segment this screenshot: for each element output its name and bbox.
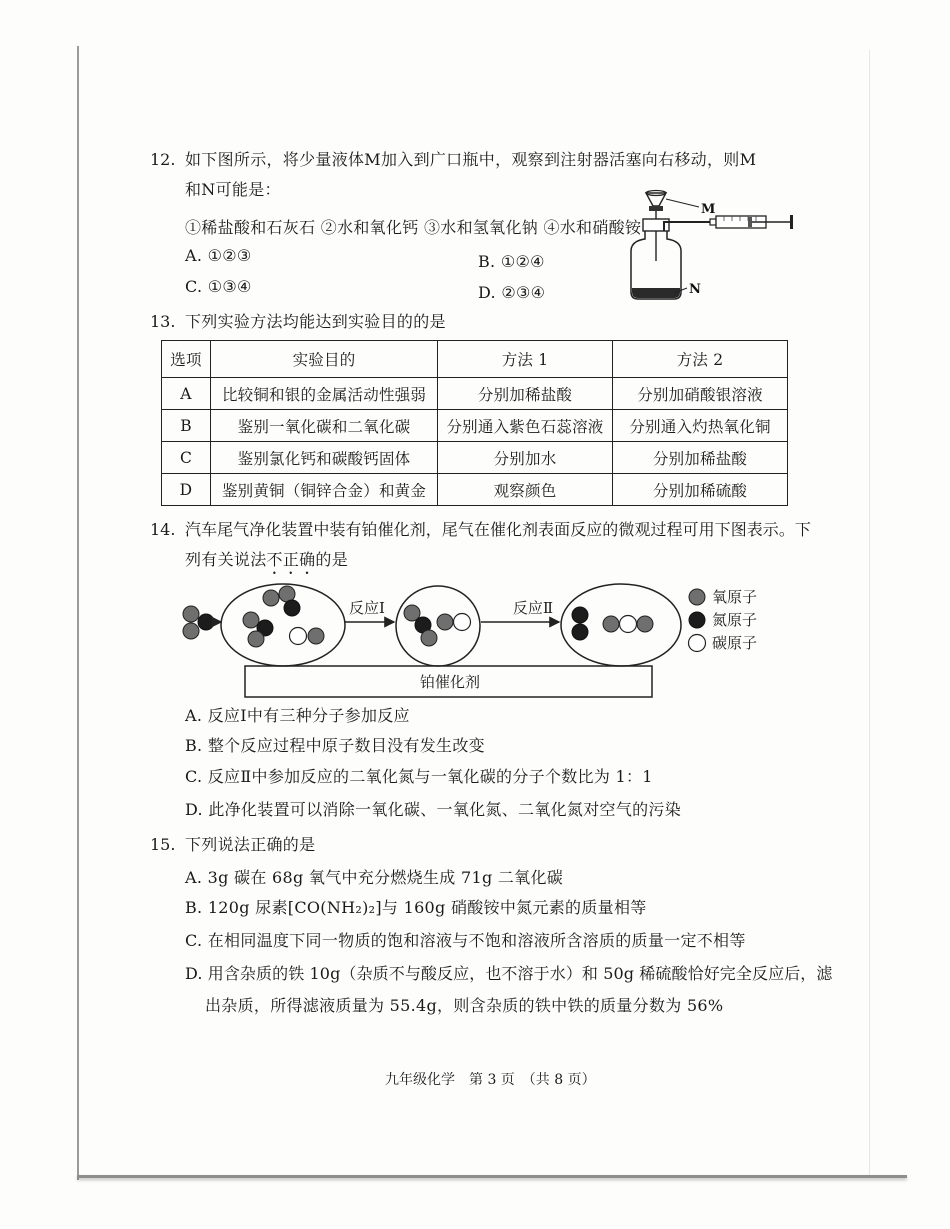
oxygen-atom	[308, 628, 324, 644]
option-d: D. ②③④	[478, 283, 546, 302]
oxygen-atom	[637, 616, 653, 632]
carbon-legend-label: 碳原子	[712, 634, 758, 652]
choice-list: ①稀盐酸和石灰石 ②水和氧化钙 ③水和氢氧化钠 ④水和硝酸铵	[185, 218, 642, 237]
option-d: D. 此净化装置可以消除一氧化碳、一氧化氮、二氧化氮对空气的污染	[185, 800, 682, 819]
question-stem-line	[185, 550, 348, 578]
table-header-row	[162, 341, 788, 378]
oxygen-atom	[263, 590, 279, 606]
nitrogen-atom	[572, 624, 588, 640]
question-stem-line: 下列实验方法均能达到实验目的的是	[185, 312, 446, 331]
oxygen-legend-icon	[689, 589, 705, 605]
oxygen-atom	[243, 612, 259, 628]
option-c: C. 在相同温度下同一物质的饱和溶液与不饱和溶液所含溶质的质量一定不相等	[185, 931, 746, 950]
apparatus-figure	[598, 185, 808, 305]
syringe-nozzle	[710, 219, 716, 225]
question-stem-line: 汽车尾气净化装置中装有铂催化剂，尾气在催化剂表面反应的微观过程可用下图表示。下	[185, 520, 811, 539]
stem-text: 列有关说法	[185, 550, 267, 569]
question-number: 12.	[150, 150, 176, 169]
emphasized-text: 不正确	[266, 550, 316, 569]
scan-left-edge	[77, 46, 79, 1180]
option-d-continuation: 出杂质，所得滤液质量为 55.4g，则含杂质的铁中铁的质量分数为 56%	[205, 996, 724, 1015]
cell-purpose: 鉴别黄铜（铜锌合金）和黄金	[211, 474, 438, 506]
nitrogen-atom	[572, 607, 588, 623]
cell-option: B	[162, 410, 211, 442]
carbon-atom	[620, 616, 637, 633]
nitrogen-atom	[198, 614, 214, 630]
cell-purpose: 鉴别氯化钙和碳酸钙固体	[211, 442, 438, 474]
question-stem-line: 和N可能是：	[185, 180, 281, 199]
reaction-process-figure	[175, 580, 775, 705]
scan-right-edge	[869, 50, 870, 1176]
table-row	[162, 474, 788, 506]
syringe-plunger-handle	[790, 215, 793, 229]
reaction-1-label: 反应Ⅰ	[349, 599, 385, 617]
option-c: C. ①③④	[185, 277, 252, 296]
oxygen-legend-label: 氧原子	[712, 588, 758, 606]
table-row	[162, 442, 788, 474]
header-method-1: 方法 1	[438, 341, 613, 378]
header-option: 选项	[162, 341, 211, 378]
catalyst-label: 铂催化剂	[419, 673, 481, 691]
option-a: A. ①②③	[185, 246, 252, 265]
reaction-2-label: 反应Ⅱ	[512, 599, 554, 617]
question-stem-line: 如下图所示，将少量液体M加入到广口瓶中，观察到注射器活塞向右移动，则M	[185, 150, 757, 169]
cell-option: A	[162, 378, 211, 410]
question-number: 13.	[150, 312, 176, 331]
cell-method-1: 分别加稀盐酸	[438, 378, 613, 410]
experiment-table	[161, 340, 788, 506]
oxygen-atom	[437, 614, 453, 630]
cell-option: C	[162, 442, 211, 474]
cell-method-2: 分别加稀盐酸	[613, 442, 788, 474]
question-number: 15.	[150, 835, 176, 854]
cell-option: D	[162, 474, 211, 506]
option-b: B. 整个反应过程中原子数目没有发生改变	[185, 736, 485, 755]
oxygen-atom	[421, 630, 437, 646]
connecting-tube	[664, 222, 710, 231]
oxygen-atom	[248, 631, 264, 647]
question-stem-line: 下列说法正确的是	[185, 835, 316, 854]
nitrogen-atom	[284, 600, 300, 616]
rubber-stopper	[643, 219, 669, 231]
atom-legend	[689, 588, 758, 652]
label-m: M	[701, 202, 716, 217]
page-footer: 九年级化学 第 3 页 （共 8 页）	[385, 1072, 596, 1088]
carbon-legend-icon	[689, 635, 706, 652]
oxygen-atom	[183, 606, 199, 622]
oxygen-atom	[603, 616, 619, 632]
nitrogen-legend-icon	[689, 612, 705, 628]
option-a: A. 反应Ⅰ中有三种分子参加反应	[185, 706, 410, 725]
cell-purpose: 鉴别一氧化碳和二氧化碳	[211, 410, 438, 442]
option-b: B. 120g 尿素[CO(NH₂)₂]与 160g 硝酸铵中氮元素的质量相等	[185, 898, 647, 917]
carbon-atom	[454, 614, 471, 631]
cell-method-2: 分别加硝酸银溶液	[613, 378, 788, 410]
cell-purpose: 比较铜和银的金属活动性强弱	[211, 378, 438, 410]
option-c: C. 反应Ⅱ中参加反应的二氧化氮与一氧化碳的分子个数比为 1：1	[185, 767, 653, 786]
option-d: D. 用含杂质的铁 10g（杂质不与酸反应，也不溶于水）和 50g 稀硫酸恰好完全反应后，滤	[185, 964, 833, 983]
stopcock	[649, 206, 663, 211]
label-m-leader	[666, 199, 699, 207]
nitrogen-legend-label: 氮原子	[712, 611, 758, 629]
carbon-atom	[290, 628, 307, 645]
scan-bottom-edge	[77, 1175, 907, 1178]
cell-method-2: 分别加稀硫酸	[613, 474, 788, 506]
incoming-molecules	[183, 606, 214, 639]
header-method-2: 方法 2	[613, 341, 788, 378]
syringe-piston	[748, 217, 752, 227]
cell-method-1: 分别加水	[438, 442, 613, 474]
option-b: B. ①②④	[478, 252, 545, 271]
option-a: A. 3g 碳在 68g 氧气中充分燃烧生成 71g 二氧化碳	[185, 868, 564, 887]
stem-text: 的是	[315, 550, 349, 569]
header-purpose: 实验目的	[211, 341, 438, 378]
label-n: N	[689, 282, 701, 297]
question-number: 14.	[150, 520, 176, 539]
oxygen-atom	[183, 623, 199, 639]
cell-method-1: 分别通入紫色石蕊溶液	[438, 410, 613, 442]
liquid-n	[632, 288, 680, 298]
table-row	[162, 410, 788, 442]
table-row	[162, 378, 788, 410]
cell-method-1: 观察颜色	[438, 474, 613, 506]
cell-method-2: 分别通入灼热氧化铜	[613, 410, 788, 442]
